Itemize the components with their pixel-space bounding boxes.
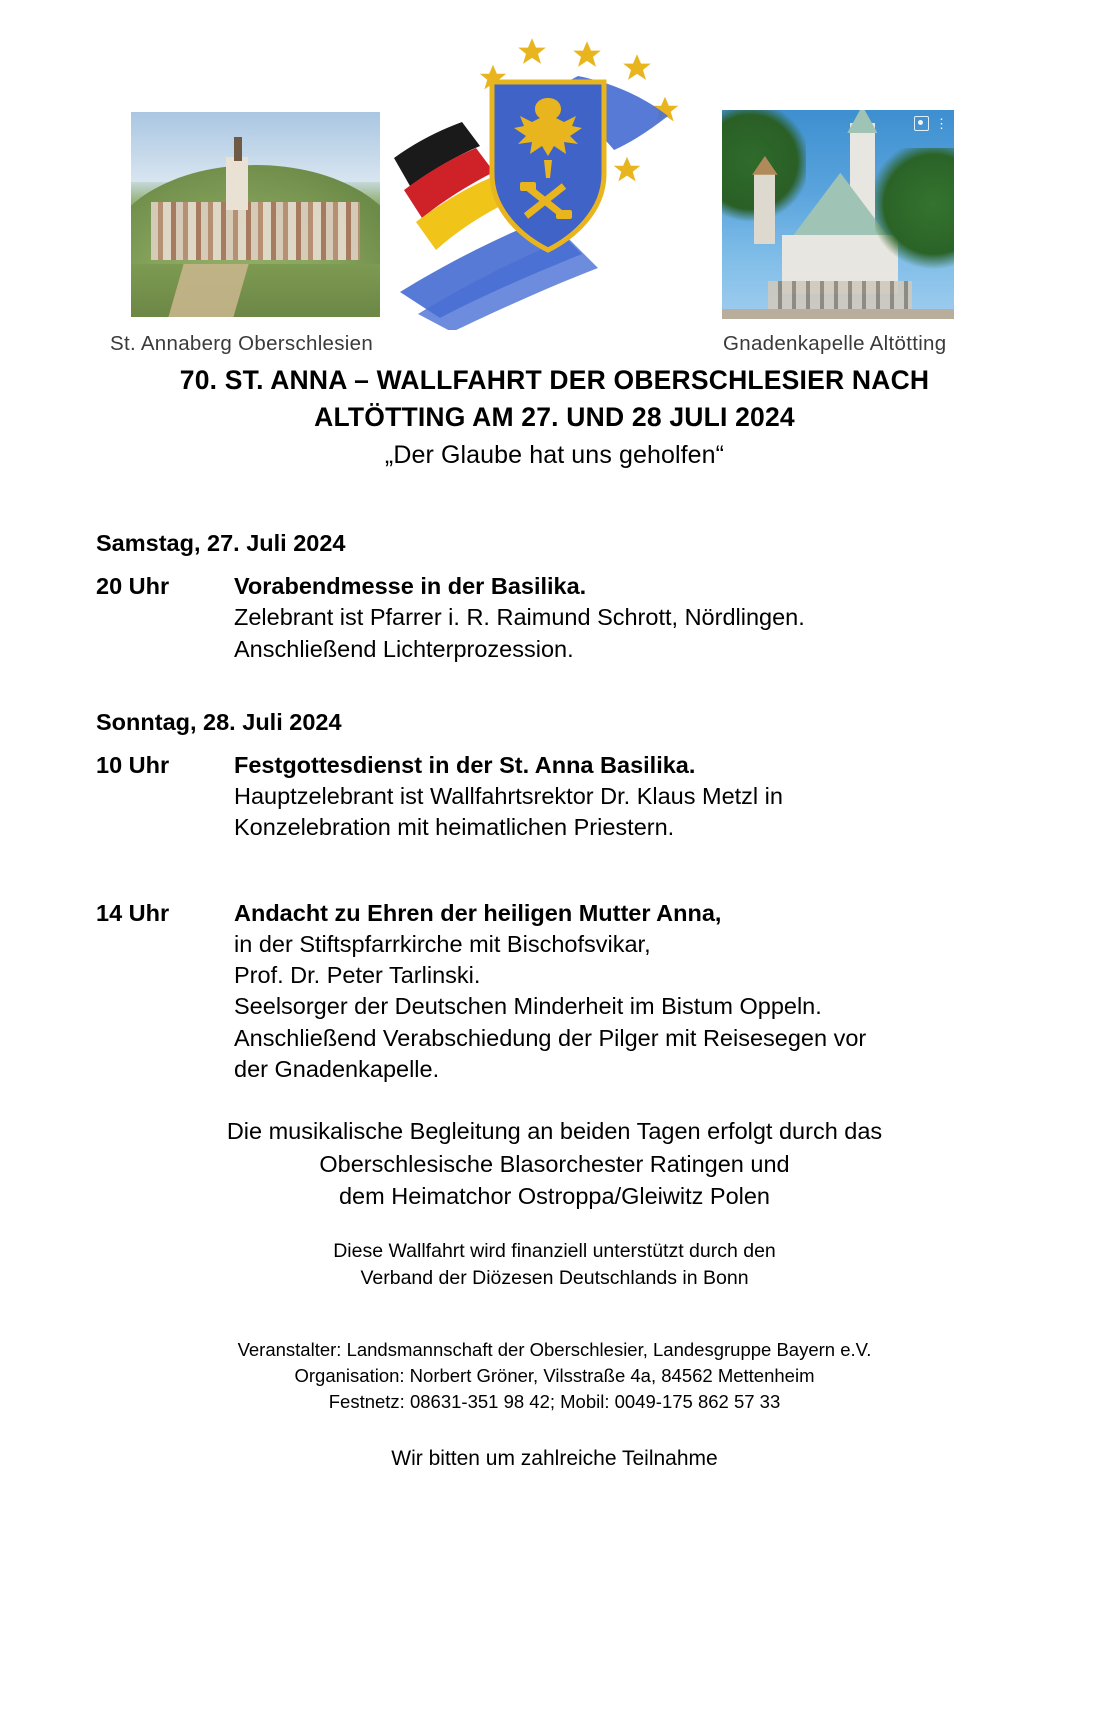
entry-line: der Gnadenkapelle. [234,1055,440,1082]
schedule-entry [96,750,1013,844]
photo-tree-right [875,148,954,273]
photo-church-spire [234,137,241,162]
entry-line: Anschließend Lichterprozession. [234,635,574,662]
photo-arcade [768,281,912,310]
entry-line: Konzelebration mit heimatlichen Priestern. [234,814,675,841]
photo-main-tower-spire [847,110,877,133]
entry-line: Seelsorger der Deutschen Minderheit im Bistum Oppeln. [234,993,822,1020]
photo-st-annaberg [131,112,380,317]
photo-church-body [226,157,248,210]
music-line: Oberschlesische Blasorchester Ratingen und [319,1150,790,1177]
caption-left: St. Annaberg Oberschlesien [110,332,374,355]
photo-ground [722,309,954,319]
day-group-sunday [96,709,1013,1085]
entry-body [234,750,783,844]
closing-invitation: Wir bitten um zahlreiche Teilnahme [391,1447,718,1471]
music-note [96,1115,1013,1212]
day-heading-sunday: Sonntag, 28. Juli 2024 [96,708,342,735]
day-heading-saturday: Samstag, 27. Juli 2024 [96,530,346,557]
title-line-1: 70. ST. ANNA – WALLFAHRT DER OBERSCHLESIER NACH [179,365,930,395]
funding-line: Verband der Diözesen Deutschlands in Bonn [360,1266,749,1289]
emblem-coat-of-arms [382,30,712,330]
schedule-entry [96,571,1013,665]
page-title [96,362,1013,435]
organizer-line: Veranstalter: Landsmannschaft der Oberschlesier, Landesgruppe Bayern e.V. [237,1338,872,1360]
organizer-info [96,1337,1013,1416]
image-overlay-controls[interactable] [914,116,948,131]
entry-body [234,571,805,665]
entry-line: Hauptzelebrant ist Wallfahrtsrektor Dr. Klaus Metzl in [234,783,783,810]
funding-line: Diese Wallfahrt wird finanziell unterstützt durch den [333,1240,776,1263]
organizer-line: Festnetz: 08631-351 98 42; Mobil: 0049-175 862 57 33 [328,1391,781,1413]
day-group-saturday [96,530,1013,665]
title-line-2: ALTÖTTING AM 27. UND 28 JULI 2024 [314,401,795,432]
caption-right: Gnadenkapelle Altötting [723,332,947,355]
entry-time: 20 Uhr [96,573,170,600]
header-images [0,22,1109,362]
poster-page [0,22,1109,1723]
shield [492,82,604,250]
motto: „Der Glaube hat uns geholfen“ [384,441,725,470]
entry-time: 10 Uhr [96,751,170,778]
entry-time: 14 Uhr [96,899,170,926]
more-options-icon[interactable]: ⋮ [935,115,948,131]
entry-line: in der Stiftspfarrkirche mit Bischofsvikar, [234,930,651,957]
photo-gnadenkapelle [722,110,954,319]
entry-headline: Festgottesdienst in der St. Anna Basilika. [234,751,696,778]
photo-select-icon[interactable] [914,116,929,131]
entry-line: Anschließend Verabschiedung der Pilger mit Reisesegen vor [234,1024,867,1051]
entry-body [234,898,866,1086]
photo-field [131,264,380,317]
entry-line: Zelebrant ist Pfarrer i. R. Raimund Schrott, Nördlingen. [234,604,805,631]
entry-headline: Vorabendmesse in der Basilika. [234,573,587,600]
schedule-entry [96,898,1013,1086]
organizer-line: Organisation: Norbert Gröner, Vilsstraße 4a, 84562 Mettenheim [294,1364,815,1386]
music-line: dem Heimatchor Ostroppa/Gleiwitz Polen [338,1182,770,1209]
music-line: Die musikalische Begleitung an beiden Tagen erfolgt durch das [226,1118,883,1145]
entry-headline: Andacht zu Ehren der heiligen Mutter Anna, [234,899,722,926]
photo-secondary-tower [754,173,775,244]
funding-note [96,1238,1013,1290]
poster-content [0,362,1109,1471]
photo-town-buildings [151,202,360,259]
entry-line: Prof. Dr. Peter Tarlinski. [234,962,481,989]
